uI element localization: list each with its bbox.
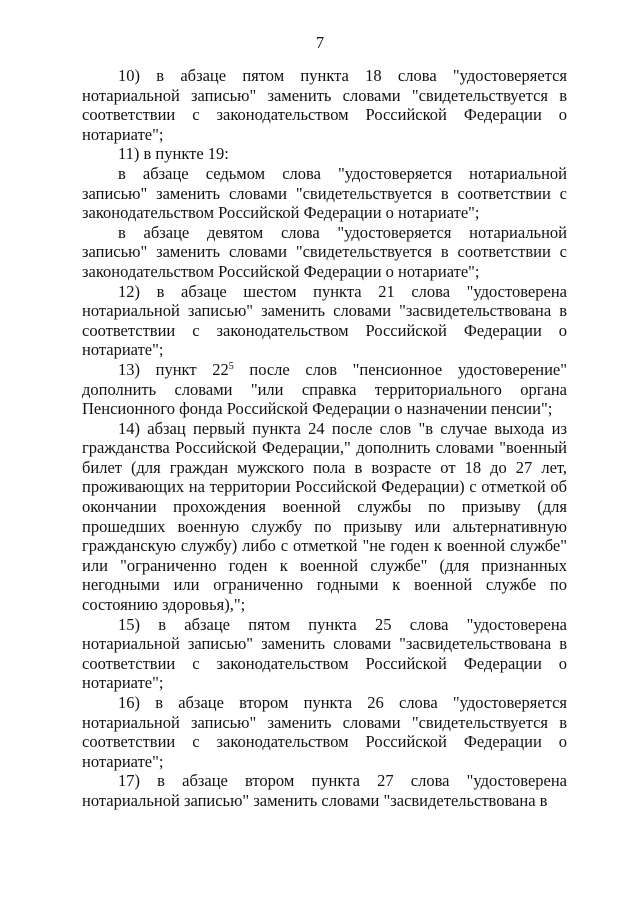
paragraph-item-10: 10) в абзаце пятом пункта 18 слова "удостоверяется нотариальной записью" заменить словами "свидетельствуется в соответствии с законодательством Российской Федерации о нотариате"; — [82, 66, 567, 144]
paragraph-item-11-subparagraph-2: в абзаце девятом слова "удостоверяется нотариальной записью" заменить словами "свидетельствуется в соответствии с законодательством Российской Федерации о нотариате"; — [82, 222, 567, 281]
paragraph-item-11: 11) в пункте 19: — [118, 144, 229, 164]
paragraph-item-13-lead: 13) пункт 22 — [118, 359, 229, 379]
superscript-index: 5 — [228, 360, 234, 372]
paragraph-item-14: 14) абзац первый пункта 24 после слов "в случае выхода из гражданства Российской Федерации," дополнить словами "военный билет (для граждан мужского пола в возрасте от 18 до 27 лет, проживающих на территории Российской Федерации) с отметкой об окончании прохождения военной службы по призыву (для прошедших военную службу по призыву или альтернативную гражданскую службу) либо с отметкой "не годен к военной службе" или "ограниченно годен к военной службе" (для признанных негодными или ограниченно годными к военной службе по состоянию здоровья),"; — [82, 418, 567, 615]
paragraph-item-11-subparagraph-1: в абзаце седьмом слова "удостоверяется нотариальной записью" заменить словами "свидетельствуется в соответствии с законодательством Российской Федерации о нотариате"; — [82, 163, 567, 223]
paragraph-item-13 — [82, 360, 567, 419]
paragraph-item-16: 16) в абзаце втором пункта 26 слова "удостоверяется нотариальной записью" заменить словами "свидетельствуется в соответствии с законодательством Российской Федерации о нотариате"; — [82, 693, 567, 771]
paragraph-item-12: 12) в абзаце шестом пункта 21 слова "удостоверена нотариальной записью" заменить словами "засвидетельствована в соответствии с законодательством Российской Федерации о нотариате"; — [82, 281, 567, 360]
document-body — [82, 66, 567, 811]
page-number: 7 — [315, 33, 325, 52]
paragraph-item-15: 15) в абзаце пятом пункта 25 слова "удостоверена нотариальной записью" заменить словами "засвидетельствована в соответствии с законодательством Российской Федерации о нотариате"; — [82, 614, 567, 693]
paragraph-item-17: 17) в абзаце втором пункта 27 слова "удостоверена нотариальной записью" заменить словами "засвидетельствована в — [82, 771, 567, 810]
paragraph-item-13-rest: после слов "пенсионное удостоверение" дополнить словами "или справка территориального органа Пенсионного фонда Российской Федерации о назначении пенсии"; — [82, 359, 567, 419]
